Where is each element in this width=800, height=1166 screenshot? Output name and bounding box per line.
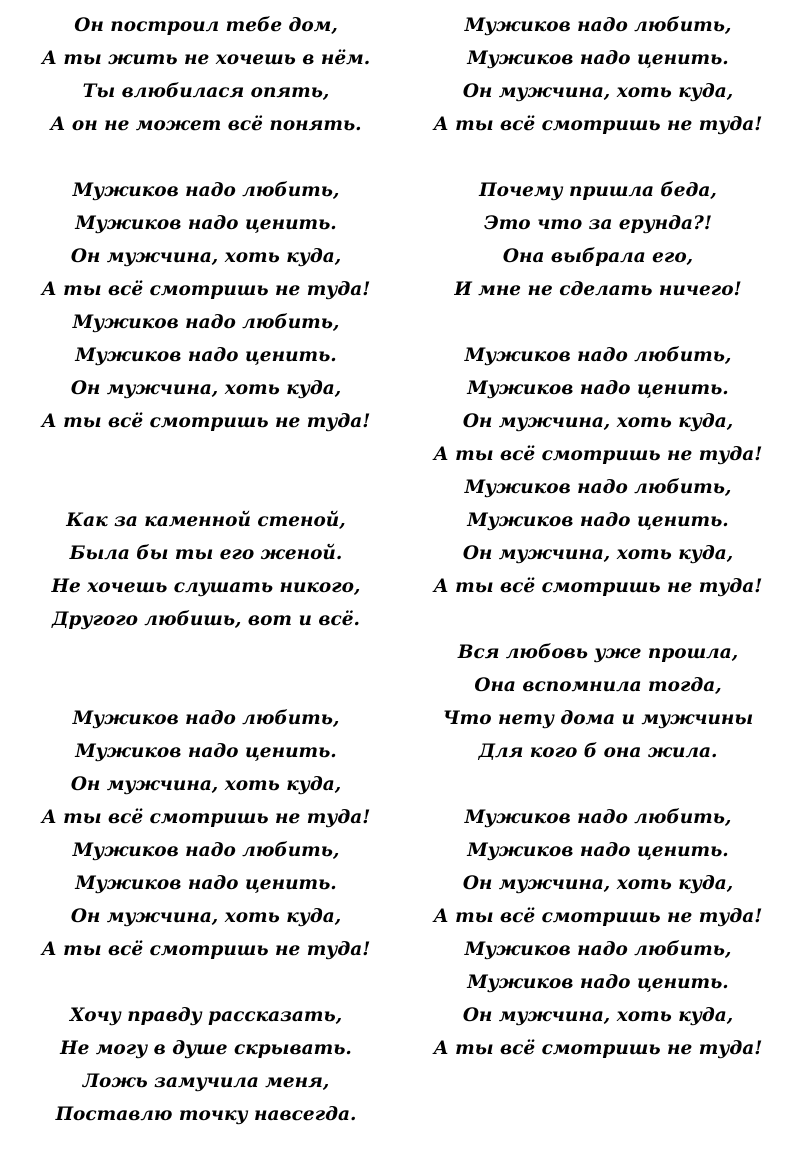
lyric-line: Мужиков надо ценить. bbox=[75, 213, 337, 234]
lyric-line: Это что за ерунда?! bbox=[484, 213, 712, 234]
lyric-line: А ты всё смотришь не туда! bbox=[433, 906, 763, 927]
lyric-line: Как за каменной стеной, bbox=[66, 510, 346, 531]
left-column bbox=[0, 9, 412, 1131]
lyric-line: И мне не сделать ничего! bbox=[454, 279, 742, 300]
lyric-line: Мужиков надо любить, bbox=[464, 345, 732, 366]
stanza-verse-1 bbox=[0, 9, 412, 141]
stanza-gap bbox=[0, 636, 412, 702]
lyric-line: Другого любишь, вот и всё. bbox=[52, 609, 360, 630]
lyric-line: Мужиков надо любить, bbox=[72, 180, 340, 201]
lyric-line: Мужиков надо любить, bbox=[72, 312, 340, 333]
lyric-line: Мужиков надо ценить. bbox=[75, 741, 337, 762]
lyric-line: Не хочешь слушать никого, bbox=[51, 576, 361, 597]
stanza-gap bbox=[0, 966, 412, 999]
lyric-line: Хочу правду рассказать, bbox=[69, 1005, 343, 1026]
lyric-line: А ты всё смотришь не туда! bbox=[433, 1038, 763, 1059]
lyric-line: Мужиков надо любить, bbox=[72, 840, 340, 861]
lyric-line: Он мужчина, хоть куда, bbox=[462, 411, 734, 432]
lyric-line: Он мужчина, хоть куда, bbox=[70, 246, 342, 267]
stanza-verse-2 bbox=[0, 504, 412, 636]
lyric-line: А ты всё смотришь не туда! bbox=[41, 807, 371, 828]
stanza-gap bbox=[396, 141, 800, 174]
lyric-line: А ты всё смотришь не туда! bbox=[41, 279, 371, 300]
lyric-line: Мужиков надо любить, bbox=[72, 708, 340, 729]
stanza-gap bbox=[396, 768, 800, 801]
lyric-line: Он мужчина, хоть куда, bbox=[70, 378, 342, 399]
stanza-verse-4 bbox=[396, 174, 800, 306]
lyric-line: А он не может всё понять. bbox=[50, 114, 362, 135]
lyric-line: Он построил тебе дом, bbox=[74, 15, 338, 36]
right-column bbox=[396, 9, 800, 1065]
lyric-line: Мужиков надо любить, bbox=[464, 477, 732, 498]
lyric-line: Мужиков надо любить, bbox=[464, 807, 732, 828]
lyric-line: Он мужчина, хоть куда, bbox=[70, 906, 342, 927]
lyric-line: Мужиков надо ценить. bbox=[75, 873, 337, 894]
lyric-line: А ты всё смотришь не туда! bbox=[433, 576, 763, 597]
lyric-line: Он мужчина, хоть куда, bbox=[462, 81, 734, 102]
stanza-verse-5 bbox=[396, 636, 800, 768]
lyric-line: Мужиков надо любить, bbox=[464, 939, 732, 960]
lyric-line: Мужиков надо ценить. bbox=[467, 48, 729, 69]
lyric-line: Мужиков надо любить, bbox=[464, 15, 732, 36]
lyric-line: Она вспомнила тогда, bbox=[474, 675, 722, 696]
lyric-line: Он мужчина, хоть куда, bbox=[462, 543, 734, 564]
lyric-line: Что нету дома и мужчины bbox=[442, 708, 754, 729]
stanza-gap bbox=[0, 141, 412, 174]
lyric-line: Была бы ты его женой. bbox=[69, 543, 343, 564]
lyric-line: Не могу в душе скрывать. bbox=[60, 1038, 352, 1059]
lyric-line: Она выбрала его, bbox=[502, 246, 694, 267]
lyric-line: А ты всё смотришь не туда! bbox=[433, 114, 763, 135]
lyric-line: Он мужчина, хоть куда, bbox=[462, 1005, 734, 1026]
lyric-line: А ты всё смотришь не туда! bbox=[41, 411, 371, 432]
lyric-line: А ты всё смотришь не туда! bbox=[41, 939, 371, 960]
stanza-gap bbox=[396, 306, 800, 339]
lyric-line: Ты влюбилася опять, bbox=[82, 81, 330, 102]
lyric-line: Ложь замучила меня, bbox=[82, 1071, 330, 1092]
lyric-line: Он мужчина, хоть куда, bbox=[462, 873, 734, 894]
stanza-gap bbox=[0, 438, 412, 504]
lyric-line: А ты жить не хочешь в нём. bbox=[41, 48, 371, 69]
stanza-chorus-5 bbox=[396, 801, 800, 1065]
lyric-line: Вся любовь уже прошла, bbox=[457, 642, 739, 663]
lyric-line: Для кого б она жила. bbox=[478, 741, 718, 762]
lyric-line: Мужиков надо ценить. bbox=[75, 345, 337, 366]
lyric-line: А ты всё смотришь не туда! bbox=[433, 444, 763, 465]
lyric-line: Мужиков надо ценить. bbox=[467, 378, 729, 399]
stanza-chorus-4 bbox=[396, 339, 800, 603]
lyric-line: Мужиков надо ценить. bbox=[467, 510, 729, 531]
stanza-chorus-1 bbox=[0, 174, 412, 438]
stanza-gap bbox=[396, 603, 800, 636]
lyric-line: Мужиков надо ценить. bbox=[467, 840, 729, 861]
stanza-chorus-3 bbox=[396, 9, 800, 141]
lyric-line: Мужиков надо ценить. bbox=[467, 972, 729, 993]
stanza-verse-3 bbox=[0, 999, 412, 1131]
lyric-line: Поставлю точку навсегда. bbox=[55, 1104, 357, 1125]
stanza-chorus-2 bbox=[0, 702, 412, 966]
lyric-line: Почему пришла беда, bbox=[479, 180, 717, 201]
lyric-line: Он мужчина, хоть куда, bbox=[70, 774, 342, 795]
